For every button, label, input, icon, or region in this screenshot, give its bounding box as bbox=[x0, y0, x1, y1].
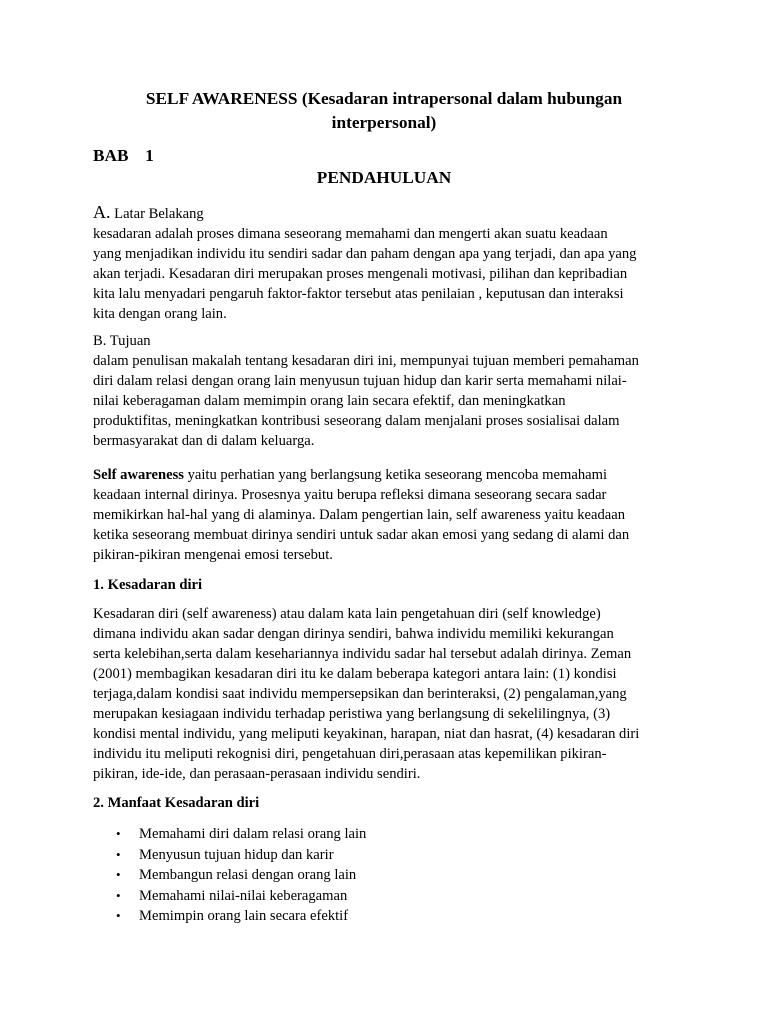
section-kesadaran-diri bbox=[93, 575, 683, 595]
section-a-line: kesadaran adalah proses dimana seseorang memahami dan mengerti akan suatu keadaan bbox=[93, 226, 608, 242]
section-b-line: diri dalam relasi dengan orang lain menyusun tujuan hidup dan karir serta memahami nilai- bbox=[93, 373, 627, 389]
section-a-letter: A. bbox=[93, 202, 111, 222]
section-1-line: serta kelebihan,serta dalam kesehariannya individu sadar hal tersebut adalah dirinya. Zeman bbox=[93, 646, 632, 662]
document-title bbox=[0, 87, 768, 135]
section-manfaat bbox=[93, 793, 683, 813]
section-1-body bbox=[93, 604, 683, 784]
section-1-line: dimana individu akan sadar dengan dirinya sendiri, bahwa individu memiliki kekurangan bbox=[93, 626, 614, 642]
section-1-line: merupakan kesiagaan individu terhadap peristiwa yang berlangsung di sekelilingnya, (3) bbox=[93, 706, 611, 722]
self-awareness-line: memikirkan hal-hal yang di alaminya. Dalam pengertian lain, self awareness yaitu keadaan bbox=[93, 507, 626, 523]
section-tujuan bbox=[93, 331, 683, 451]
chapter-number: BAB 1 bbox=[93, 146, 154, 165]
self-awareness-line: pikiran-pikiran mengenai emosi tersebut. bbox=[93, 547, 333, 563]
section-1-line: Kesadaran diri (self awareness) atau dalam kata lain pengetahuan diri (self knowledge) bbox=[93, 606, 601, 622]
list-item bbox=[93, 824, 683, 845]
section-a-heading bbox=[93, 202, 683, 224]
self-awareness-paragraph bbox=[93, 465, 683, 565]
list-item-text: Menyusun tujuan hidup dan karir bbox=[139, 846, 334, 863]
section-1-heading: 1. Kesadaran diri bbox=[93, 577, 203, 593]
self-awareness-first-line bbox=[93, 465, 683, 485]
list-item bbox=[93, 886, 683, 907]
bullet-icon: • bbox=[116, 908, 121, 923]
section-a-line: kita dengan orang lain. bbox=[93, 306, 227, 322]
bullet-icon: • bbox=[116, 867, 121, 882]
section-a-title: Latar Belakang bbox=[110, 206, 204, 222]
section-1-line: (2001) membagikan kesadaran diri itu ke dalam beberapa kategori antara lain: (1) kondisi bbox=[93, 666, 617, 682]
section-a-line: akan terjadi. Kesadaran diri merupakan proses mengenali motivasi, pilihan dan kepribadian bbox=[93, 266, 628, 282]
section-a-line: yang menjadikan individu itu sendiri sadar dan paham dengan apa yang terjadi, dan apa yang bbox=[93, 246, 637, 262]
list-item-text: Memimpin orang lain secara efektif bbox=[139, 908, 349, 924]
section-b-heading: B. Tujuan bbox=[93, 333, 151, 349]
bullet-icon: • bbox=[116, 846, 121, 862]
list-item bbox=[93, 865, 683, 886]
self-awareness-line: keadaan internal dirinya. Prosesnya yaitu berupa refleksi dimana seseorang secara sadar bbox=[93, 487, 607, 503]
section-1-line: terjaga,dalam kondisi saat individu mempersepsikan dan berinteraksi, (2) pengalaman,yang bbox=[93, 686, 627, 702]
section-a-line: kita lalu menyadari pengaruh faktor-faktor tersebut atas penilaian , keputusan dan interaksi bbox=[93, 286, 624, 302]
section-b-line: bermasyarakat dan di dalam keluarga. bbox=[93, 433, 315, 449]
section-b-line: produktifitas, meningkatkan kontribusi seseorang dalam menjalani proses sosialisai dalam bbox=[93, 413, 620, 429]
section-2-heading: 2. Manfaat Kesadaran diri bbox=[93, 795, 260, 811]
section-b-line: nilai keberagaman dalam memimpin orang lain secara efektif, dan meningkatkan bbox=[93, 393, 566, 409]
section-1-line: individu itu meliputi rekognisi diri, pengetahuan diri,perasaan atas kepemilikan pikiran- bbox=[93, 746, 607, 762]
list-item bbox=[93, 906, 683, 927]
manfaat-list bbox=[93, 824, 683, 927]
chapter-title: PENDAHULUAN bbox=[316, 168, 452, 187]
list-item-text: Memahami diri dalam relasi orang lain bbox=[139, 826, 367, 842]
section-latar-belakang bbox=[93, 202, 683, 324]
section-1-line: pikiran, ide-ide, dan perasaan-perasaan individu sendiri. bbox=[93, 766, 421, 782]
title-line-2: interpersonal) bbox=[331, 113, 437, 132]
self-awareness-term: Self awareness bbox=[93, 467, 184, 483]
self-awareness-first-rest: yaitu perhatian yang berlangsung ketika seseorang mencoba memahami bbox=[183, 467, 608, 483]
section-b-line: dalam penulisan makalah tentang kesadaran diri ini, mempunyai tujuan memberi pemahaman bbox=[93, 353, 639, 369]
list-item-text: Memahami nilai-nilai keberagaman bbox=[139, 887, 348, 904]
bullet-icon: • bbox=[116, 826, 121, 841]
title-line-1: SELF AWARENESS (Kesadaran intrapersonal dalam hubungan bbox=[145, 89, 623, 108]
section-1-line: kondisi mental individu, yang meliputi keyakinan, harapan, niat dan hasrat, (4) kesadaran diri bbox=[93, 726, 640, 742]
self-awareness-line: ketika seseorang membuat dirinya sendiri untuk sadar akan emosi yang sedang di alami dan bbox=[93, 527, 630, 543]
list-item-text: Membangun relasi dengan orang lain bbox=[139, 867, 357, 883]
bullet-icon: • bbox=[116, 887, 121, 903]
list-item bbox=[93, 845, 683, 866]
